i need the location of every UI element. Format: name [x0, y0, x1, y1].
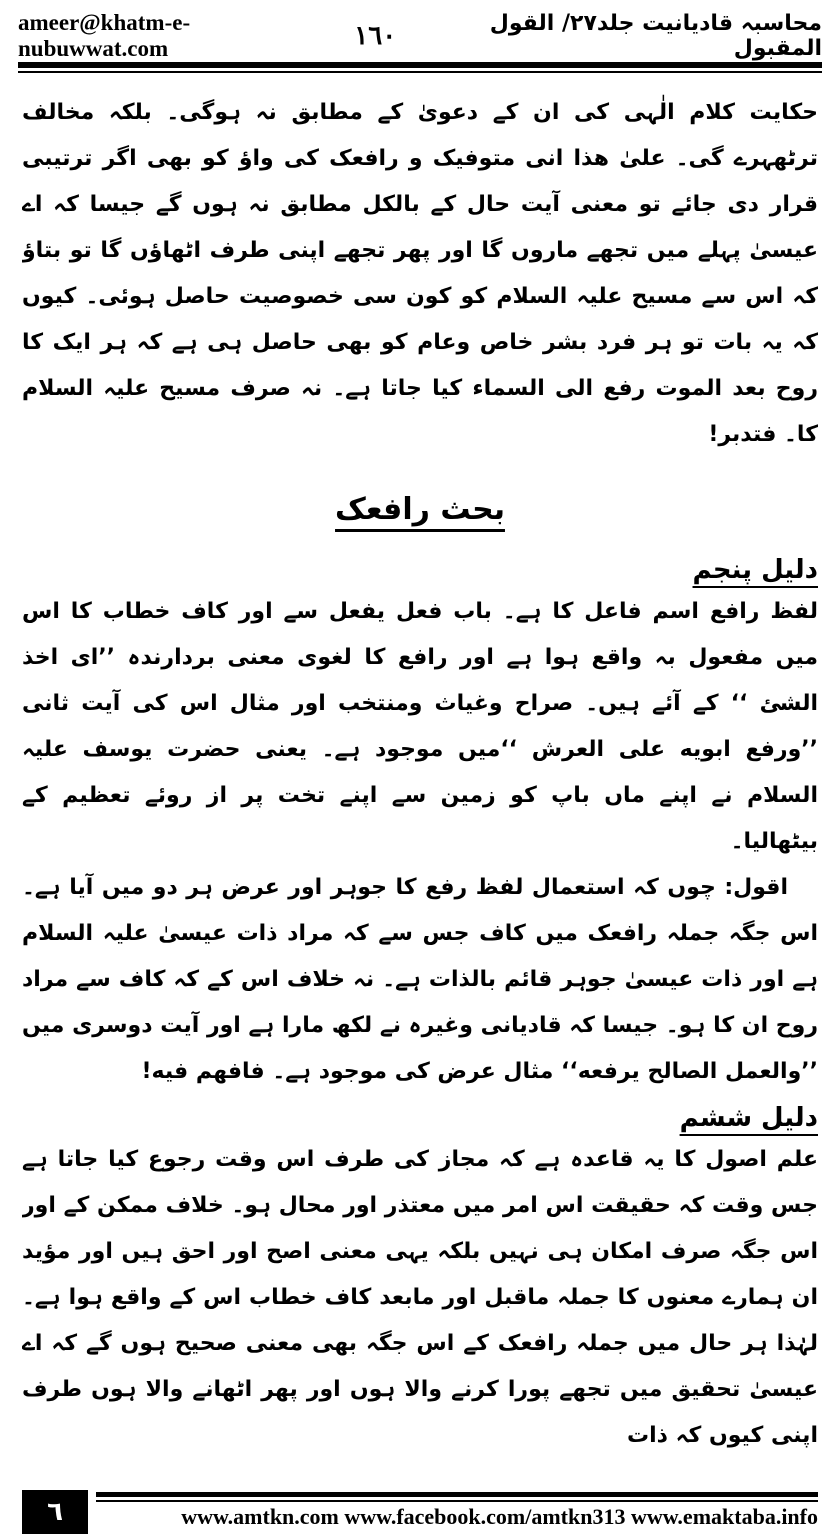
header-book-title: محاسبہ قادیانیت جلد۲۷/ القول المقبول — [489, 11, 822, 61]
paragraph-aqool: اقول: چوں کہ استعمال لفظ رفع کا جوہر اور عرض ہر دو میں آیا ہے۔ اس جگہ جملہ رافعک میں کاف جس سے کہ مراد ذات عیسیٰ علیہ السلام ہے اور ذات عیسیٰ جوہر قائم بالذات ہے۔ نہ خلاف اس کے کہ کاف سے مراد روح ان کا ہو۔ جیسا کہ قادیانی وغیرہ نے لکھ مارا ہے اور آیت دوسری میں ’’والعمل الصالح یرفعه‘‘ مثال عرض کی موجود ہے۔ فافهم فيه! — [22, 875, 818, 1084]
footer-page-number: ٦ — [22, 1490, 88, 1534]
heading-fifth-argument — [22, 555, 818, 585]
page-footer — [0, 1484, 840, 1540]
header-left — [18, 10, 396, 62]
paragraph-fifth-argument: لفظ رافع اسم فاعل کا ہے۔ باب فعل یفعل سے اور کاف خطاب کا اس میں مفعول بہ واقع ہوا ہے اور رافع کا لغوی معنی بردارندہ ’’ای اخذ الشئ ‘‘ کے آئے ہیں۔ صراح وغیاث ومنتخب اور مثال اس کی آیت ثانی ’’ورفع ابویه علی العرش ‘‘میں موجود ہے۔ یعنی حضرت یوسف علیہ السلام نے اپنے ماں باپ کو زمین سے اپنے تخت پر از روئے تعظیم کے بیٹھالیا۔ — [22, 599, 818, 854]
heading-sixth-argument — [22, 1103, 818, 1133]
paragraph-sixth-argument: علم اصول کا یہ قاعدہ ہے کہ مجاز کی طرف اس وقت رجوع کیا جاتا ہے جس وقت کہ حقیقت اس امر میں معتذر اور محال ہو۔ خلاف ممکن کے اور اس جگہ صرف امکان ہی نہیں بلکہ یہی معنی اصح اور احق ہیں اور مؤید ان ہمارے معنوں کا جملہ ماقبل اور مابعد کاف خطاب اس کے واقع ہوا ہے۔ لہٰذا ہر حال میں جملہ رافعک کے اس جگہ بھی معنی صحیح ہوں گے کہ اے عیسیٰ تحقیق میں تجھے پورا کرنے والا ہوں اور پھر اٹھانے والا ہوں طرف اپنی کیوں کہ ذات — [22, 1147, 818, 1448]
header-page-number: ١٦٠ — [354, 21, 397, 51]
heading-fifth-argument-text: دلیل پنجم — [692, 555, 818, 585]
footer-rule-thick — [96, 1492, 818, 1497]
page-header — [18, 10, 822, 61]
header-email: ameer@khatm-e-nubuwwat.com — [18, 10, 191, 61]
paragraph-continuation: حکایت کلام الٰہی کی ان کے دعویٰ کے مطابق نہ ہوگی۔ بلکہ مخالف ترٹھہرے گی۔ علیٰ ھذا انی متوفیک و رافعک کی واؤ کو بھی اگر ترتیبی قرار دی جائے تو معنی آیت حال کے بالکل مطابق نہ ہوں گے جیسا کہ اے عیسیٰ پہلے میں تجھے ماروں گا اور پھر تجھے اپنی طرف اٹھاؤں گا تو بتاؤ کہ اس سے مسیح علیہ السلام کو کون سی خصوصیت حاصل ہوئی۔ کیوں کہ یہ بات تو ہر فرد بشر خاص وعام کو بھی حاصل ہی ہے کہ ہر ایک کا روح بعد الموت رفع الی السماء کیا جاتا ہے۔ نہ صرف مسیح علیہ السلام کا۔ فتدبر! — [22, 100, 818, 447]
page-content — [22, 80, 818, 1460]
footer-links[interactable]: www.amtkn.com www.facebook.com/amtkn313 www.emaktaba.info — [181, 1504, 818, 1529]
section-title — [22, 492, 818, 527]
footer-rule-thin — [96, 1500, 818, 1502]
header-rule-thick — [18, 62, 822, 68]
header-rule-thin — [18, 71, 822, 73]
section-title-text: بحث رافعک — [335, 492, 505, 527]
heading-sixth-argument-text: دلیل ششم — [679, 1103, 818, 1133]
